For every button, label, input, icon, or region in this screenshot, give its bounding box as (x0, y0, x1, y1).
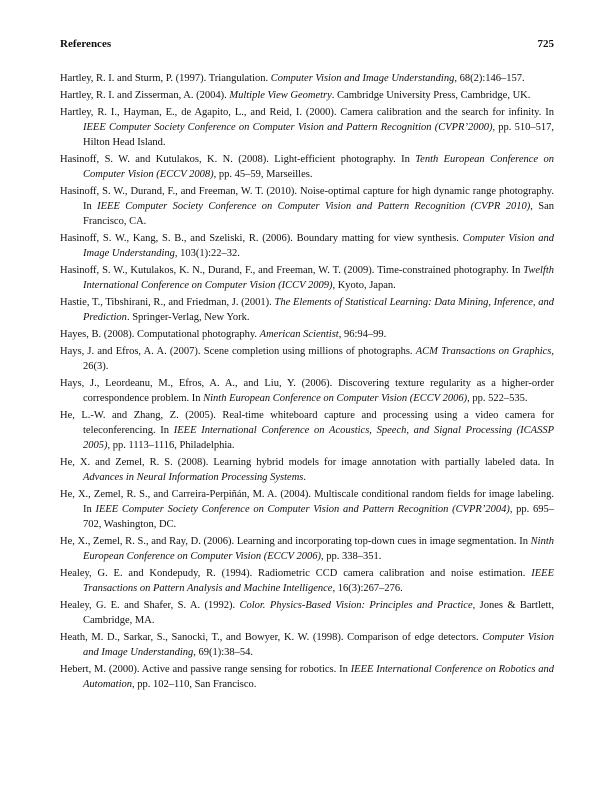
reference-text: , pp. 338–351. (320, 551, 382, 562)
reference-text: , Kyoto, Japan. (332, 280, 396, 291)
reference-entry (60, 231, 554, 261)
reference-text: Hays, J., Leordeanu, M., Efros, A. A., and Liu, Y. (2006). Discovering texture regularity as a higher-order correspondence problem. In (60, 378, 554, 404)
reference-text: Hays, J. and Efros, A. A. (2007). Scene completion using millions of photographs. (60, 346, 416, 357)
reference-venue: IEEE Computer Society Conference on Computer Vision and Pattern Recognition (CVPR’2004) (95, 504, 510, 515)
reference-text: , 103(1):22–32. (174, 248, 240, 259)
reference-text: Heath, M. D., Sarkar, S., Sanocki, T., and Bowyer, K. W. (1998). Comparison of edge detectors. (60, 632, 483, 643)
reference-venue: IEEE Computer Society Conference on Computer Vision and Pattern Recognition (CVPR’2000) (83, 122, 493, 133)
reference-text: He, L.-W. and Zhang, Z. (2005). Real-time whiteboard capture and processing using a video camera for teleconferencing. In (60, 410, 554, 436)
reference-text: , 96:94–99. (338, 329, 387, 340)
reference-text: Hasinoff, S. W., Kang, S. B., and Szeliski, R. (2006). Boundary matting for view synthesis. (60, 233, 463, 244)
reference-text: , pp. 695–702, Washington, DC. (83, 504, 555, 530)
reference-venue: Computer Vision and Image Understanding (270, 73, 455, 84)
reference-entry (60, 105, 554, 150)
reference-text: , pp. 45–59, Marseilles. (213, 169, 313, 180)
reference-text: Hebert, M. (2000). Active and passive range sensing for robotics. In (60, 664, 351, 675)
reference-venue: Ninth European Conference on Computer Vision (ECCV 2006) (83, 536, 554, 562)
reference-entry (60, 566, 554, 596)
reference-text: , 16(3):267–276. (332, 583, 403, 594)
reference-venue: Twelfth International Conference on Computer Vision (ICCV 2009) (83, 265, 554, 291)
reference-entry (60, 662, 554, 692)
reference-text: , 68(2):146–157. (454, 73, 525, 84)
reference-venue: Tenth European Conference on Computer Vision (ECCV 2008) (83, 154, 554, 180)
reference-entry (60, 487, 554, 532)
reference-text: Healey, G. E. and Shafer, S. A. (1992). (60, 600, 240, 611)
reference-text: Hartley, R. I. and Sturm, P. (1997). Triangulation. (60, 73, 271, 84)
reference-entry (60, 455, 554, 485)
reference-venue: ACM Transactions on Graphics (415, 346, 552, 357)
reference-entry (60, 408, 554, 453)
reference-text: , pp. 1113–1116, Philadelphia. (107, 440, 235, 451)
reference-text: Healey, G. E. and Kondepudy, R. (1994). Radiometric CCD camera calibration and noise estimation. (60, 568, 532, 579)
reference-text: , pp. 522–535. (467, 393, 528, 404)
running-header (60, 38, 554, 52)
reference-entry (60, 152, 554, 182)
reference-entry (60, 327, 554, 342)
section-title: References (60, 38, 112, 50)
reference-text: Hartley, R. I., Hayman, E., de Agapito, L., and Reid, I. (2000). Camera calibration and the search for infinity. In (60, 107, 554, 118)
reference-text: Hastie, T., Tibshirani, R., and Friedman, J. (2001). (60, 297, 275, 308)
reference-entry (60, 376, 554, 406)
reference-text: He, X., Zemel, R. S., and Carreira-Perpiñán, M. A. (2004). Multiscale conditional random fields for image labeling. In (60, 489, 554, 515)
reference-text: Hasinoff, S. W. and Kutulakos, K. N. (2008). Light-efficient photography. In (60, 154, 416, 165)
reference-text: , 69(1):38–54. (193, 647, 254, 658)
reference-text: , Jones & Bartlett, Cambridge, MA. (83, 600, 554, 626)
reference-venue: Computer Vision and Image Understanding (83, 632, 554, 658)
reference-entry (60, 88, 554, 103)
reference-text: . (303, 472, 306, 483)
reference-entry (60, 263, 554, 293)
reference-venue: IEEE International Conference on Robotics and Automation (83, 664, 555, 690)
reference-text: , San Francisco, CA. (83, 201, 555, 227)
reference-entry (60, 630, 554, 660)
page-number: 725 (537, 38, 554, 50)
reference-entry (60, 598, 554, 628)
reference-venue: The Elements of Statistical Learning: Data Mining, Inference, and Prediction (83, 297, 554, 323)
reference-venue: Advances in Neural Information Processing Systems (83, 472, 304, 483)
reference-venue: Multiple View Geometry (229, 90, 332, 101)
reference-text: , 26(3). (83, 346, 554, 372)
reference-entry (60, 534, 554, 564)
reference-venue: IEEE International Conference on Acoustics, Speech, and Signal Processing (ICASSP 2005) (83, 425, 554, 451)
reference-text: . Springer-Verlag, New York. (126, 312, 250, 323)
reference-text: , pp. 510–517, Hilton Head Island. (83, 122, 554, 148)
reference-list (60, 71, 554, 692)
reference-text: Hasinoff, S. W., Kutulakos, K. N., Durand, F., and Freeman, W. T. (2009). Time-constrained photography. In (60, 265, 524, 276)
reference-text: Hayes, B. (2008). Computational photography. (60, 329, 260, 340)
reference-venue: IEEE Transactions on Pattern Analysis and Machine Intelligence (83, 568, 554, 594)
reference-text: . Cambridge University Press, Cambridge, UK. (331, 90, 531, 101)
reference-entry (60, 295, 554, 325)
reference-entry (60, 184, 554, 229)
reference-entry (60, 344, 554, 374)
reference-text: , pp. 102–110, San Francisco. (132, 679, 257, 690)
reference-venue: American Scientist (259, 329, 339, 340)
reference-venue: Color. Physics-Based Vision: Principles and Practice (239, 600, 473, 611)
reference-text: Hasinoff, S. W., Durand, F., and Freeman, W. T. (2010). Noise-optimal capture for high dynamic range photography. In (60, 186, 554, 212)
reference-venue: Computer Vision and Image Understanding (83, 233, 554, 259)
reference-text: He, X., Zemel, R. S., and Ray, D. (2006). Learning and incorporating top-down cues in image segmentation. In (60, 536, 531, 547)
reference-text: He, X. and Zemel, R. S. (2008). Learning hybrid models for image annotation with partially labeled data. In (60, 457, 554, 468)
reference-entry (60, 71, 554, 86)
reference-text: Hartley, R. I. and Zisserman, A. (2004). (60, 90, 230, 101)
reference-venue: Ninth European Conference on Computer Vision (ECCV 2006) (203, 393, 468, 404)
reference-venue: IEEE Computer Society Conference on Computer Vision and Pattern Recognition (CVPR 2010) (97, 201, 531, 212)
